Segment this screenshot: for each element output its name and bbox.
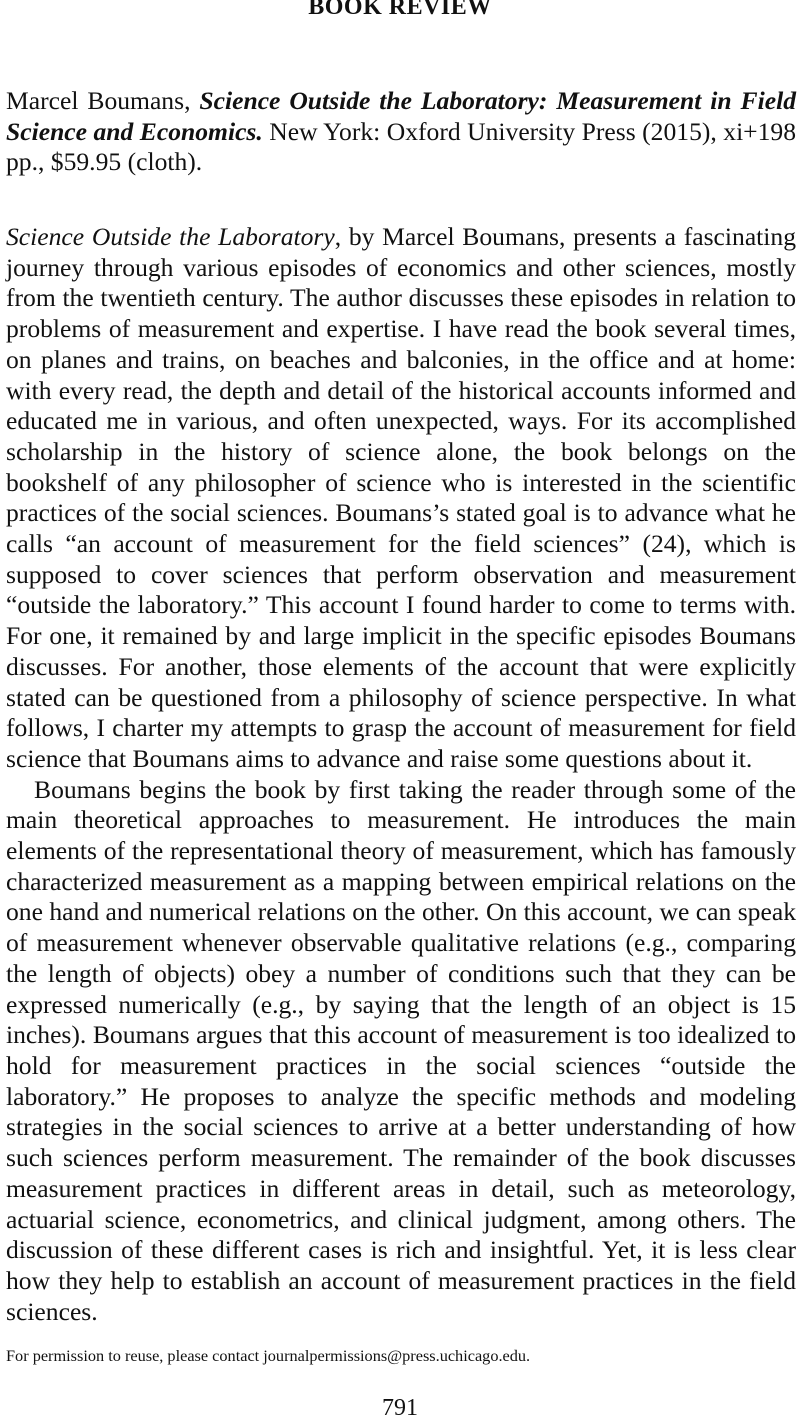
permission-footnote: For permission to reuse, please contact journalpermissions@press.uchicago.edu. [6,1346,531,1365]
paragraph-1-book-title: Science Outside the Laboratory [6,222,335,251]
citation-publication: New York: Oxford University Press (2015), xi+198 pp., $59.95 (cloth). [6,116,797,176]
review-body [6,222,796,1327]
paragraph-2: Boumans begins the book by first taking the reader through some of the main theoretical approaches to measurement. He introduces the main elements of the representational theory of measurement, which has famously characterized measurement as a mapping between empirical relations on the one hand and numerical relations on the other. On this account, we can speak of measurement whenever observable qualitative relations (e.g., comparing the length of objects) obey a number of conditions such that they can be expressed numerically (e.g., by saying that the length of an object is 15 inches). Boumans argues that this account of measurement is too idealized to hold for measurement practices in the social sciences “outside the laboratory.” He proposes to analyze the specific methods and modeling strategies in the social sciences to arrive at a better understanding of how such sciences perform measurement. The remainder of the book discusses measurement practices in different areas in detail, such as meteorology, actuarial science, econometrics, and clinical judgment, among others. The discussion of these different cases is rich and insightful. Yet, it is less clear how they help to establish an account of measurement practices in the field sciences. [6,774,796,1326]
paragraph-1-text: , by Marcel Boumans, presents a fascinating journey through various episodes of economics and other sciences, mostly from the twentieth century. The author discusses these episodes in relation to problems of measurement and expertise. I have read the book several times, on planes and trains, on beaches and balconies, in the office and at home: with every read, the depth and detail of the historical accounts informed and educated me in various, and often unexpected, ways. For its accomplished scholarship in the history of science alone, the book belongs on the bookshelf of any philosopher of science who is interested in the scientific practices of the social sciences. Boumans’s stated goal is to advance what he calls “an account of measurement for the field sciences” (24), which is supposed to cover sciences that perform observation and measurement “outside the laboratory.” This account I found harder to come to terms with. For one, it remained by and large implicit in the specific episodes Boumans discusses. For another, those elements of the account that were explicitly stated can be questioned from a philosophy of science perspective. In what follows, I charter my attempts to grasp the account of measurement for field science that Boumans aims to advance and raise some questions about it. [6,222,796,773]
page-number: 791 [382,1395,418,1421]
paragraph-1 [6,222,796,775]
citation-author: Marcel Boumans, [6,86,200,115]
citation-title: Science Outside the Laboratory: Measurement in Field Science and Economics. [6,86,796,146]
footnote-divider [6,1338,136,1339]
section-heading: BOOK REVIEW [308,0,492,20]
book-citation [6,86,796,178]
